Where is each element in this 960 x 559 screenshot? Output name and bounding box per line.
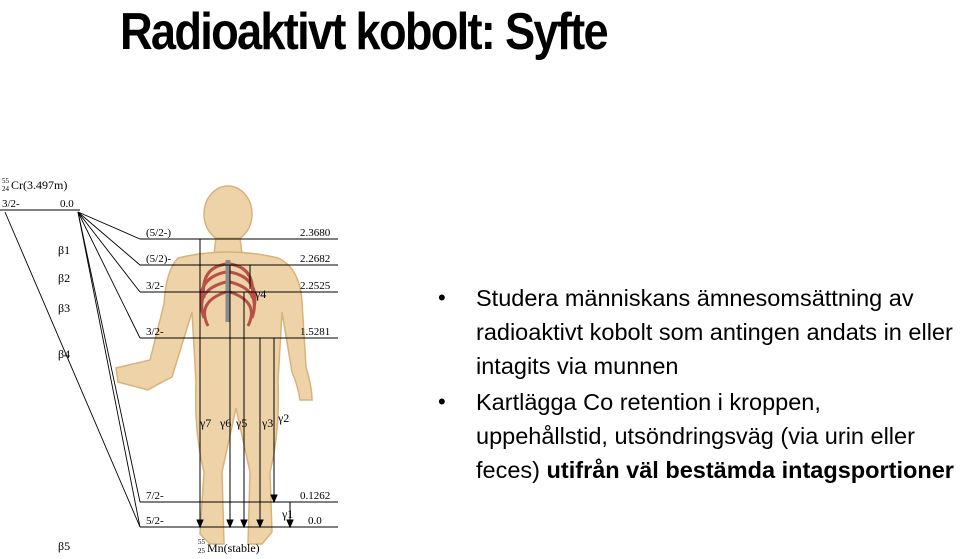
level-5-spin: 7/2- [146,490,164,502]
level-6-energy: 0.0 [308,515,322,527]
decay-scheme-body-figure [0,172,340,559]
level-1-energy: 2.3680 [300,227,331,239]
daughter-z: 25 [198,547,205,555]
level-3-energy: 2.2525 [300,280,331,292]
level-2-energy: 2.2682 [300,253,331,265]
level-3-spin: 3/2- [146,280,164,292]
bullet-item-1 [438,281,958,383]
level-5-energy: 0.1262 [300,490,331,502]
level-6-spin: 5/2- [146,515,164,527]
gamma-label-7: γ7 [200,416,212,430]
gamma-label-1: γ1 [282,507,294,521]
gamma-label-3: γ3 [262,416,274,430]
bullet-text-2: Kartlägga Co retention i kroppen, uppehållstid, utsöndringsväg (via urin eller feces) [476,389,915,483]
bullet-text-2-bold: utifrån väl bestämda intagsportioner [546,457,954,483]
gamma-label-2: γ2 [278,411,290,425]
beta-label-5: β5 [58,539,71,553]
slide-title: Radioaktivt kobolt: Syfte [120,3,607,61]
parent-nuclide: Cr(3.497m) [11,178,68,192]
bullet-item-2 [438,385,958,487]
daughter-nuclide: Mn(stable) [207,541,260,555]
level-1-spin: (5/2-) [146,227,172,239]
parent-mass: 55 [2,177,9,185]
bullet-dot: • [438,285,446,310]
beta-label-2: β2 [58,271,71,285]
bullet-text-1: Studera människans ämnesomsättning av radioaktivt kobolt som antingen andats in eller intagits via munnen [476,285,953,379]
bullet-dot: • [438,389,446,414]
gamma-label-5: γ5 [236,416,248,430]
gamma-label-4: γ4 [255,287,267,301]
level-2-spin: (5/2)- [146,253,172,265]
level-4-spin: 3/2- [146,326,164,338]
beta-label-4: β4 [58,347,71,361]
parent-level-spin: 3/2- [2,198,20,210]
parent-level-energy: 0.0 [60,198,74,210]
decay-scheme-svg [0,172,340,559]
daughter-mass: 55 [198,538,205,546]
gamma-label-6: γ6 [220,416,232,430]
beta-label-1: β1 [58,243,71,257]
bullet-list [438,281,958,489]
level-4-energy: 1.5281 [300,326,331,338]
parent-z: 24 [2,185,9,193]
beta-label-3: β3 [58,301,71,315]
